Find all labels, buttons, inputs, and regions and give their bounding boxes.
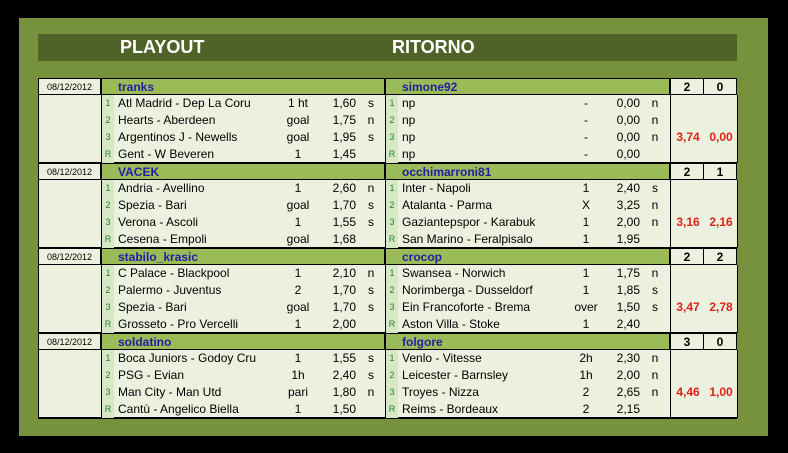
score-a: 3 [670,333,704,350]
bet-number: 3 [102,214,114,231]
bet-pick: - [584,113,588,127]
bet-result: s [652,283,658,297]
bet-row [386,299,671,316]
table-bottom-border [38,418,737,419]
bet-pick: pari [287,385,308,399]
bet-number: 3 [386,214,398,231]
player-a-bets [101,180,385,248]
bet-number: R [102,146,114,163]
bet-number: 1 [102,350,114,367]
bet-number: 2 [102,112,114,129]
totals-cell [670,265,738,333]
score-b: 0 [703,333,737,350]
bet-odds: 1,75 [332,113,356,127]
bet-row [102,129,386,146]
bet-row [102,180,386,197]
bet-odds: 1,95 [616,232,640,246]
player-b-name: crocop [385,248,670,265]
bet-odds: 1,85 [616,283,640,297]
player-b-bets [385,95,670,163]
bet-result: n [651,351,659,365]
bet-number: 3 [102,384,114,401]
bet-pick: 1 [294,402,302,416]
bet-teams: PSG - Evian [118,368,185,382]
bet-row [386,129,671,146]
bet-number: 3 [386,299,398,316]
bet-result: n [651,130,659,144]
bet-row [102,265,386,282]
bet-teams: Swansea - Norwich [402,266,506,280]
bet-row [386,350,671,367]
bet-number: 3 [386,129,398,146]
bet-pick: goal [286,232,310,246]
bet-result: s [368,215,374,229]
bet-teams: Leicester - Barnsley [402,368,509,382]
bet-row [102,316,386,333]
bet-result: s [368,130,374,144]
bet-result: n [651,368,659,382]
bet-number: 2 [386,282,398,299]
bet-number: 1 [386,95,398,112]
bet-odds: 0,00 [616,96,640,110]
match-block [38,78,737,164]
bet-number: R [386,231,398,248]
bet-row [102,384,386,401]
bet-number: R [386,146,398,163]
bet-odds: 2,40 [616,181,640,195]
bet-odds: 0,00 [616,147,640,161]
bet-result: s [368,351,374,365]
bet-pick: 1h [291,368,305,382]
bet-pick: 1h [579,368,593,382]
matches-table [38,78,737,419]
bet-pick: goal [286,198,310,212]
bet-row [102,197,386,214]
bet-row [102,146,386,163]
player-a-name: VACEK [101,163,385,180]
bet-result: s [652,300,658,314]
score-b: 0 [703,78,737,95]
bet-result: s [368,300,374,314]
bet-odds: 2,40 [332,368,356,382]
bet-row [386,112,671,129]
bet-teams: np [402,130,416,144]
bet-number: R [102,231,114,248]
total-odds-b: 2,78 [709,300,733,314]
bet-number: 3 [386,384,398,401]
date-column-cell [38,180,101,248]
bet-row [386,214,671,231]
bet-teams: C Palace - Blackpool [118,266,230,280]
bet-row [386,180,671,197]
bet-odds: 2,30 [616,351,640,365]
bet-result: s [368,198,374,212]
bet-number: 2 [386,367,398,384]
player-a-bets [101,265,385,333]
bet-odds: 1,70 [332,283,356,297]
score-b: 2 [703,248,737,265]
bet-teams: Verona - Ascoli [118,215,199,229]
bet-pick: goal [286,130,310,144]
bet-number: R [386,401,398,418]
match-block [38,163,737,249]
bet-odds: 1,75 [616,266,640,280]
bet-teams: Atl Madrid - Dep La Coru [118,96,251,110]
bet-pick: 1 [294,147,302,161]
bet-odds: 2,00 [332,317,356,331]
bet-teams: Grosseto - Pro Vercelli [118,317,239,331]
bet-pick: 2 [582,385,590,399]
match-block [38,248,737,334]
player-a-bets [101,95,385,163]
bet-pick: - [584,147,588,161]
player-b-bets [385,180,670,248]
bet-odds: 1,50 [616,300,640,314]
bet-pick: 1 [294,266,302,280]
score-a: 2 [670,248,704,265]
bet-number: R [102,316,114,333]
bet-teams: Gaziantepspor - Karabuk [402,215,536,229]
bet-pick: 1 [582,317,590,331]
bet-teams: Palermo - Juventus [118,283,222,297]
bet-row [386,231,671,248]
total-odds-a: 4,46 [676,385,700,399]
bet-result: n [367,113,375,127]
bet-number: R [102,401,114,418]
bet-row [386,95,671,112]
player-a-name: stabilo_krasic [101,248,385,265]
bet-row [102,367,386,384]
bet-result: s [368,96,374,110]
bet-result: n [651,96,659,110]
bet-odds: 1,55 [332,215,356,229]
bet-teams: Hearts - Aberdeen [118,113,216,127]
bet-pick: goal [286,300,310,314]
bet-number: 1 [386,180,398,197]
bet-pick: 1 [294,317,302,331]
bet-result: n [651,266,659,280]
date-column-cell [38,95,101,163]
bet-odds: 1,70 [332,198,356,212]
bet-number: 2 [102,367,114,384]
bet-teams: np [402,96,416,110]
bet-pick: 1 [582,215,590,229]
bet-teams: Venlo - Vitesse [402,351,482,365]
bet-row [102,282,386,299]
date-column-cell [38,350,101,418]
bet-pick: 1 [582,181,590,195]
match-date: 08/12/2012 [38,248,101,265]
player-b-name: simone92 [385,78,670,95]
bet-number: 1 [386,265,398,282]
bet-row [386,146,671,163]
bet-row [386,197,671,214]
bet-odds: 2,10 [332,266,356,280]
total-odds-a: 3,47 [676,300,700,314]
bet-result: n [651,198,659,212]
bet-result: s [368,283,374,297]
bet-odds: 2,60 [332,181,356,195]
bet-teams: Spezia - Bari [118,300,187,314]
bet-result: s [368,368,374,382]
bet-teams: np [402,113,416,127]
bet-row [102,401,386,418]
bet-result: s [652,181,658,195]
match-block [38,333,737,419]
bet-number: 1 [102,265,114,282]
bet-odds: 1,80 [332,385,356,399]
bet-odds: 3,25 [616,198,640,212]
player-b-bets [385,265,670,333]
bet-odds: 0,00 [616,113,640,127]
player-b-name: folgore [385,333,670,350]
totals-cell [670,95,738,163]
score-a: 2 [670,163,704,180]
bet-number: 3 [102,299,114,316]
bet-result: n [367,385,375,399]
bet-row [102,95,386,112]
bet-teams: San Marino - Feralpisalo [402,232,533,246]
bet-pick: 2h [579,351,593,365]
bet-pick: - [584,96,588,110]
bet-pick: 1 [294,351,302,365]
bet-pick: 2 [294,283,302,297]
bet-odds: 2,00 [616,368,640,382]
bet-odds: 1,60 [332,96,356,110]
bet-result: n [367,181,375,195]
bet-odds: 1,50 [332,402,356,416]
bet-result: n [651,113,659,127]
bet-teams: Troyes - Nizza [402,385,479,399]
bet-row [102,231,386,248]
bet-result: n [651,215,659,229]
bet-odds: 2,15 [616,402,640,416]
match-date: 08/12/2012 [38,333,101,350]
bet-result: n [651,385,659,399]
bet-pick: over [574,300,598,314]
bet-pick: 1 ht [287,96,308,110]
bet-pick: 1 [294,181,302,195]
bet-number: 1 [102,95,114,112]
bet-row [386,401,671,418]
bet-teams: Andria - Avellino [118,181,205,195]
total-odds-b: 1,00 [709,385,733,399]
bet-pick: - [584,130,588,144]
bet-row [102,350,386,367]
match-date: 08/12/2012 [38,163,101,180]
bet-result: n [367,266,375,280]
title-playout: PLAYOUT [120,37,205,57]
bet-pick: 1 [294,215,302,229]
bet-teams: Aston Villa - Stoke [402,317,500,331]
bet-teams: Cesena - Empoli [118,232,207,246]
bet-odds: 0,00 [616,130,640,144]
bet-teams: Man City - Man Utd [118,385,222,399]
bet-row [102,299,386,316]
player-a-name: soldatino [101,333,385,350]
bet-row [102,214,386,231]
match-date: 08/12/2012 [38,78,101,95]
bet-teams: Atalanta - Parma [402,198,493,212]
bet-odds: 2,65 [616,385,640,399]
total-odds-a: 3,74 [676,130,700,144]
bet-teams: Spezia - Bari [118,198,187,212]
bet-row [386,316,671,333]
total-odds-b: 2,16 [709,215,733,229]
player-a-name: tranks [101,78,385,95]
bet-teams: Gent - W Beveren [118,147,215,161]
bet-number: R [386,316,398,333]
bet-pick: 1 [582,283,590,297]
bet-pick: 2 [582,402,590,416]
bet-row [386,265,671,282]
bet-number: 2 [386,197,398,214]
bet-row [386,384,671,401]
bet-pick: X [581,198,590,212]
bet-teams: Reims - Bordeaux [402,402,499,416]
bet-pick: 1 [582,232,590,246]
bet-odds: 1,45 [332,147,356,161]
bet-number: 2 [102,197,114,214]
bet-odds: 1,68 [332,232,356,246]
player-b-bets [385,350,670,418]
score-b: 1 [703,163,737,180]
bet-row [386,367,671,384]
bet-teams: Inter - Napoli [402,181,471,195]
bet-teams: Norimberga - Dusseldorf [402,283,533,297]
bet-odds: 1,70 [332,300,356,314]
bet-number: 1 [386,350,398,367]
bet-teams: np [402,147,416,161]
bet-teams: Cantù - Angelico Biella [118,402,239,416]
bet-odds: 2,40 [616,317,640,331]
total-odds-b: 0,00 [709,130,733,144]
bet-odds: 1,95 [332,130,356,144]
bet-pick: 1 [582,266,590,280]
bet-teams: Ein Francoforte - Brema [402,300,531,314]
total-odds-a: 3,16 [676,215,700,229]
bet-teams: Boca Juniors - Godoy Cru [118,351,257,365]
bet-number: 1 [102,180,114,197]
player-a-bets [101,350,385,418]
bet-pick: goal [286,113,310,127]
bet-number: 2 [386,112,398,129]
bet-number: 2 [102,282,114,299]
bet-row [386,282,671,299]
score-a: 2 [670,78,704,95]
bet-teams: Argentinos J - Newells [118,130,238,144]
date-column-cell [38,265,101,333]
player-b-name: occhimarroni81 [385,163,670,180]
title-ritorno: RITORNO [392,37,475,57]
bet-odds: 1,55 [332,351,356,365]
bet-odds: 2,00 [616,215,640,229]
totals-cell [670,350,738,418]
title-bar [38,34,737,61]
bet-row [102,112,386,129]
totals-cell [670,180,738,248]
bet-number: 3 [102,129,114,146]
